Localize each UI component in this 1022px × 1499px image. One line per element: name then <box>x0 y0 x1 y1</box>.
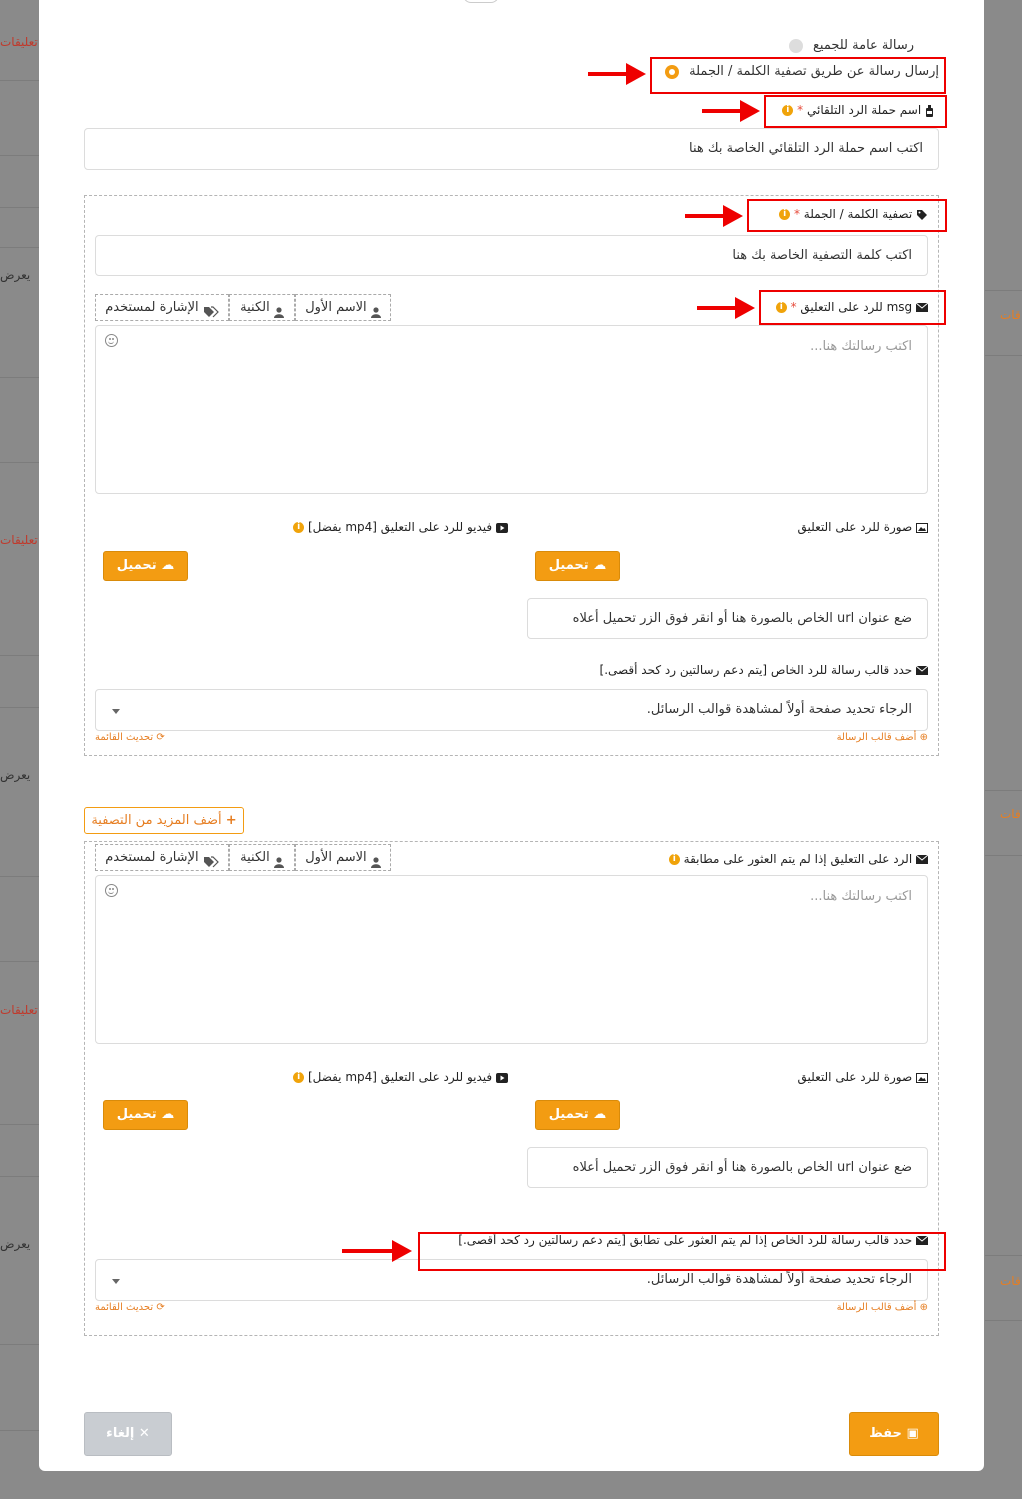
upload-video-button[interactable] <box>103 1100 188 1130</box>
user-icon <box>371 852 381 863</box>
image-icon <box>916 523 928 533</box>
bg-label: تعليقات <box>0 35 38 49</box>
template-select-value: الرجاء تحديد صفحة أولاً لمشاهدة قوالب الرسائل. <box>646 702 912 717</box>
upload-image-button[interactable] <box>535 551 620 581</box>
template-select-label <box>600 663 928 677</box>
insert-mention-label: الإشارة لمستخدم <box>105 850 199 865</box>
no-match-message-placeholder: اكتب رسالتك هنا... <box>810 889 912 904</box>
reply-message-textarea[interactable] <box>95 325 928 494</box>
annotation-box <box>650 57 946 94</box>
cloud-upload-icon: ☁ <box>161 558 175 573</box>
cancel-label: إلغاء <box>106 1426 135 1441</box>
upload-video-button[interactable] <box>103 551 188 581</box>
bg-label: قات <box>1000 807 1021 821</box>
image-reply-label <box>798 520 928 534</box>
refresh-list-label: تحديث القائمة <box>95 1302 154 1313</box>
image-reply-label <box>798 1070 928 1084</box>
add-template-link[interactable] <box>837 1302 928 1313</box>
no-match-message-textarea[interactable] <box>95 875 928 1044</box>
cloud-upload-icon: ☁ <box>593 558 607 573</box>
image-url-input-value: ضع عنوان url الخاص بالصورة هنا أو انقر فوق الزر تحميل أعلاه <box>572 611 912 626</box>
info-icon[interactable]: i <box>293 1072 304 1083</box>
refresh-list-link[interactable] <box>95 1302 165 1313</box>
refresh-list-label: تحديث القائمة <box>95 732 154 743</box>
bg-label: قات <box>1000 1274 1021 1288</box>
chevron-down-icon <box>112 1279 120 1284</box>
template-select[interactable] <box>95 689 928 731</box>
annotation-box <box>747 199 947 232</box>
add-more-filter-label: أضف المزيد من التصفية <box>91 813 222 828</box>
no-match-template-label-text: حدد قالب رسالة للرد الخاص إذا لم يتم العثور على تطابق [يتم دعم رسالتين رد كحد أقصى.] <box>458 1233 913 1247</box>
save-button[interactable] <box>849 1412 939 1456</box>
bg-label: يعرض <box>0 1237 31 1251</box>
video-reply-label-text: فيديو للرد على التعليق [mp4 يفضل] <box>307 1070 493 1084</box>
image-url-input[interactable] <box>527 598 928 639</box>
image-icon <box>916 1073 928 1083</box>
filter-word-label-text: تصفية الكلمة / الجملة <box>803 207 913 221</box>
plus-circle-icon: ⊕ <box>919 732 928 743</box>
add-template-label: أضف قالب الرسالة <box>836 732 917 743</box>
radio-option-all-label: رسالة عامة للجميع <box>813 38 914 53</box>
bg-label: يعرض <box>0 768 31 782</box>
close-icon: ✕ <box>138 1426 150 1441</box>
annotation-box <box>418 1232 946 1271</box>
cloud-upload-icon: ☁ <box>593 1107 607 1122</box>
video-icon <box>496 1073 508 1083</box>
cloud-upload-icon: ☁ <box>161 1107 175 1122</box>
insert-first-name-label: الاسم الأول <box>305 850 367 865</box>
image-reply-label-text: صورة للرد على التعليق <box>797 520 913 534</box>
user-icon <box>371 302 381 313</box>
no-match-reply-label <box>669 852 928 866</box>
insert-mention-button[interactable] <box>95 844 229 871</box>
template-select-label-text: حدد قالب رسالة للرد الخاص [يتم دعم رسالتين رد كحد أقصى.] <box>599 663 913 677</box>
image-url-input[interactable] <box>527 1147 928 1188</box>
no-match-reply-label-text: الرد على التعليق إذا لم يتم العثور على مطابقة <box>683 852 913 866</box>
insert-first-name-button[interactable] <box>295 294 391 321</box>
user-icon <box>274 852 284 863</box>
annotation-box <box>759 290 946 325</box>
tags-icon <box>203 302 219 314</box>
user-icon <box>274 302 284 313</box>
plus-icon: + <box>225 813 237 828</box>
insert-mention-button[interactable] <box>95 294 229 321</box>
tags-icon <box>203 852 219 864</box>
bg-label: قات <box>1000 308 1021 322</box>
radio-option-all[interactable] <box>789 38 914 53</box>
filter-block <box>84 195 939 756</box>
refresh-icon: ⟳ <box>156 1302 165 1313</box>
annotation-arrow-icon <box>685 203 745 229</box>
insert-first-name-button[interactable] <box>295 844 391 871</box>
radio-unchecked-icon <box>789 39 803 53</box>
filter-word-input[interactable] <box>95 235 928 276</box>
add-template-label: أضف قالب الرسالة <box>836 1302 917 1313</box>
annotation-arrow-icon <box>342 1238 414 1264</box>
video-reply-label <box>293 520 508 534</box>
annotation-arrow-icon <box>702 98 762 124</box>
info-icon[interactable]: i <box>779 209 790 220</box>
bg-label: تعليقات <box>0 1003 38 1017</box>
no-match-template-select-value: الرجاء تحديد صفحة أولاً لمشاهدة قوالب الرسائل. <box>646 1272 912 1287</box>
upload-image-label: تحميل <box>548 558 589 573</box>
reply-message-placeholder: اكتب رسالتك هنا... <box>810 339 912 354</box>
refresh-icon: ⟳ <box>156 732 165 743</box>
info-icon[interactable]: i <box>293 522 304 533</box>
plus-circle-icon: ⊕ <box>919 1302 928 1313</box>
annotation-arrow-icon <box>697 295 757 321</box>
toggle-switch[interactable] <box>463 0 499 3</box>
emoji-icon[interactable] <box>105 334 118 347</box>
cancel-button[interactable] <box>84 1412 172 1456</box>
emoji-icon[interactable] <box>105 884 118 897</box>
video-icon <box>496 523 508 533</box>
bg-label: تعليقات <box>0 533 38 547</box>
insert-last-name-button[interactable] <box>229 294 295 321</box>
radio-option-filter-label: إرسال رسالة عن طريق تصفية الكلمة / الجملة <box>689 64 939 79</box>
video-reply-label <box>293 1070 508 1084</box>
campaign-name-input[interactable] <box>84 128 939 170</box>
save-icon: ▣ <box>906 1426 919 1441</box>
upload-image-button[interactable] <box>535 1100 620 1130</box>
refresh-list-link[interactable] <box>95 732 165 743</box>
video-reply-label-text: فيديو للرد على التعليق [mp4 يفضل] <box>307 520 493 534</box>
insert-last-name-label: الكنية <box>240 300 270 315</box>
insert-last-name-button[interactable] <box>229 844 295 871</box>
add-more-filter-button[interactable] <box>84 807 244 834</box>
campaign-name-input-value: اكتب اسم حملة الرد التلقائي الخاصة بك هنا <box>689 141 923 156</box>
info-icon[interactable]: i <box>776 302 787 313</box>
msg-reply-label-text: msg للرد على التعليق <box>800 300 913 314</box>
envelope-icon <box>916 666 928 675</box>
annotation-box <box>764 95 947 128</box>
image-url-input-value: ضع عنوان url الخاص بالصورة هنا أو انقر فوق الزر تحميل أعلاه <box>572 1160 912 1175</box>
add-template-link[interactable] <box>837 732 928 743</box>
insert-first-name-label: الاسم الأول <box>305 300 367 315</box>
upload-video-label: تحميل <box>116 558 157 573</box>
filter-word-input-value: اكتب كلمة التصفية الخاصة بك هنا <box>732 248 912 263</box>
upload-video-label: تحميل <box>116 1107 157 1122</box>
chevron-down-icon <box>112 709 120 714</box>
required-marker: * <box>793 207 800 221</box>
campaign-name-label-text: اسم حملة الرد التلقائي <box>806 103 922 117</box>
annotation-arrow-icon <box>588 61 648 87</box>
insert-mention-label: الإشارة لمستخدم <box>105 300 199 315</box>
bg-label: يعرض <box>0 268 31 282</box>
info-icon[interactable]: i <box>782 105 793 116</box>
required-marker: * <box>797 103 804 117</box>
info-icon[interactable]: i <box>669 854 680 865</box>
image-reply-label-text: صورة للرد على التعليق <box>797 1070 913 1084</box>
required-marker: * <box>790 300 797 314</box>
insert-last-name-label: الكنية <box>240 850 270 865</box>
save-label: حفظ <box>869 1426 902 1441</box>
envelope-icon <box>916 855 928 864</box>
upload-image-label: تحميل <box>548 1107 589 1122</box>
